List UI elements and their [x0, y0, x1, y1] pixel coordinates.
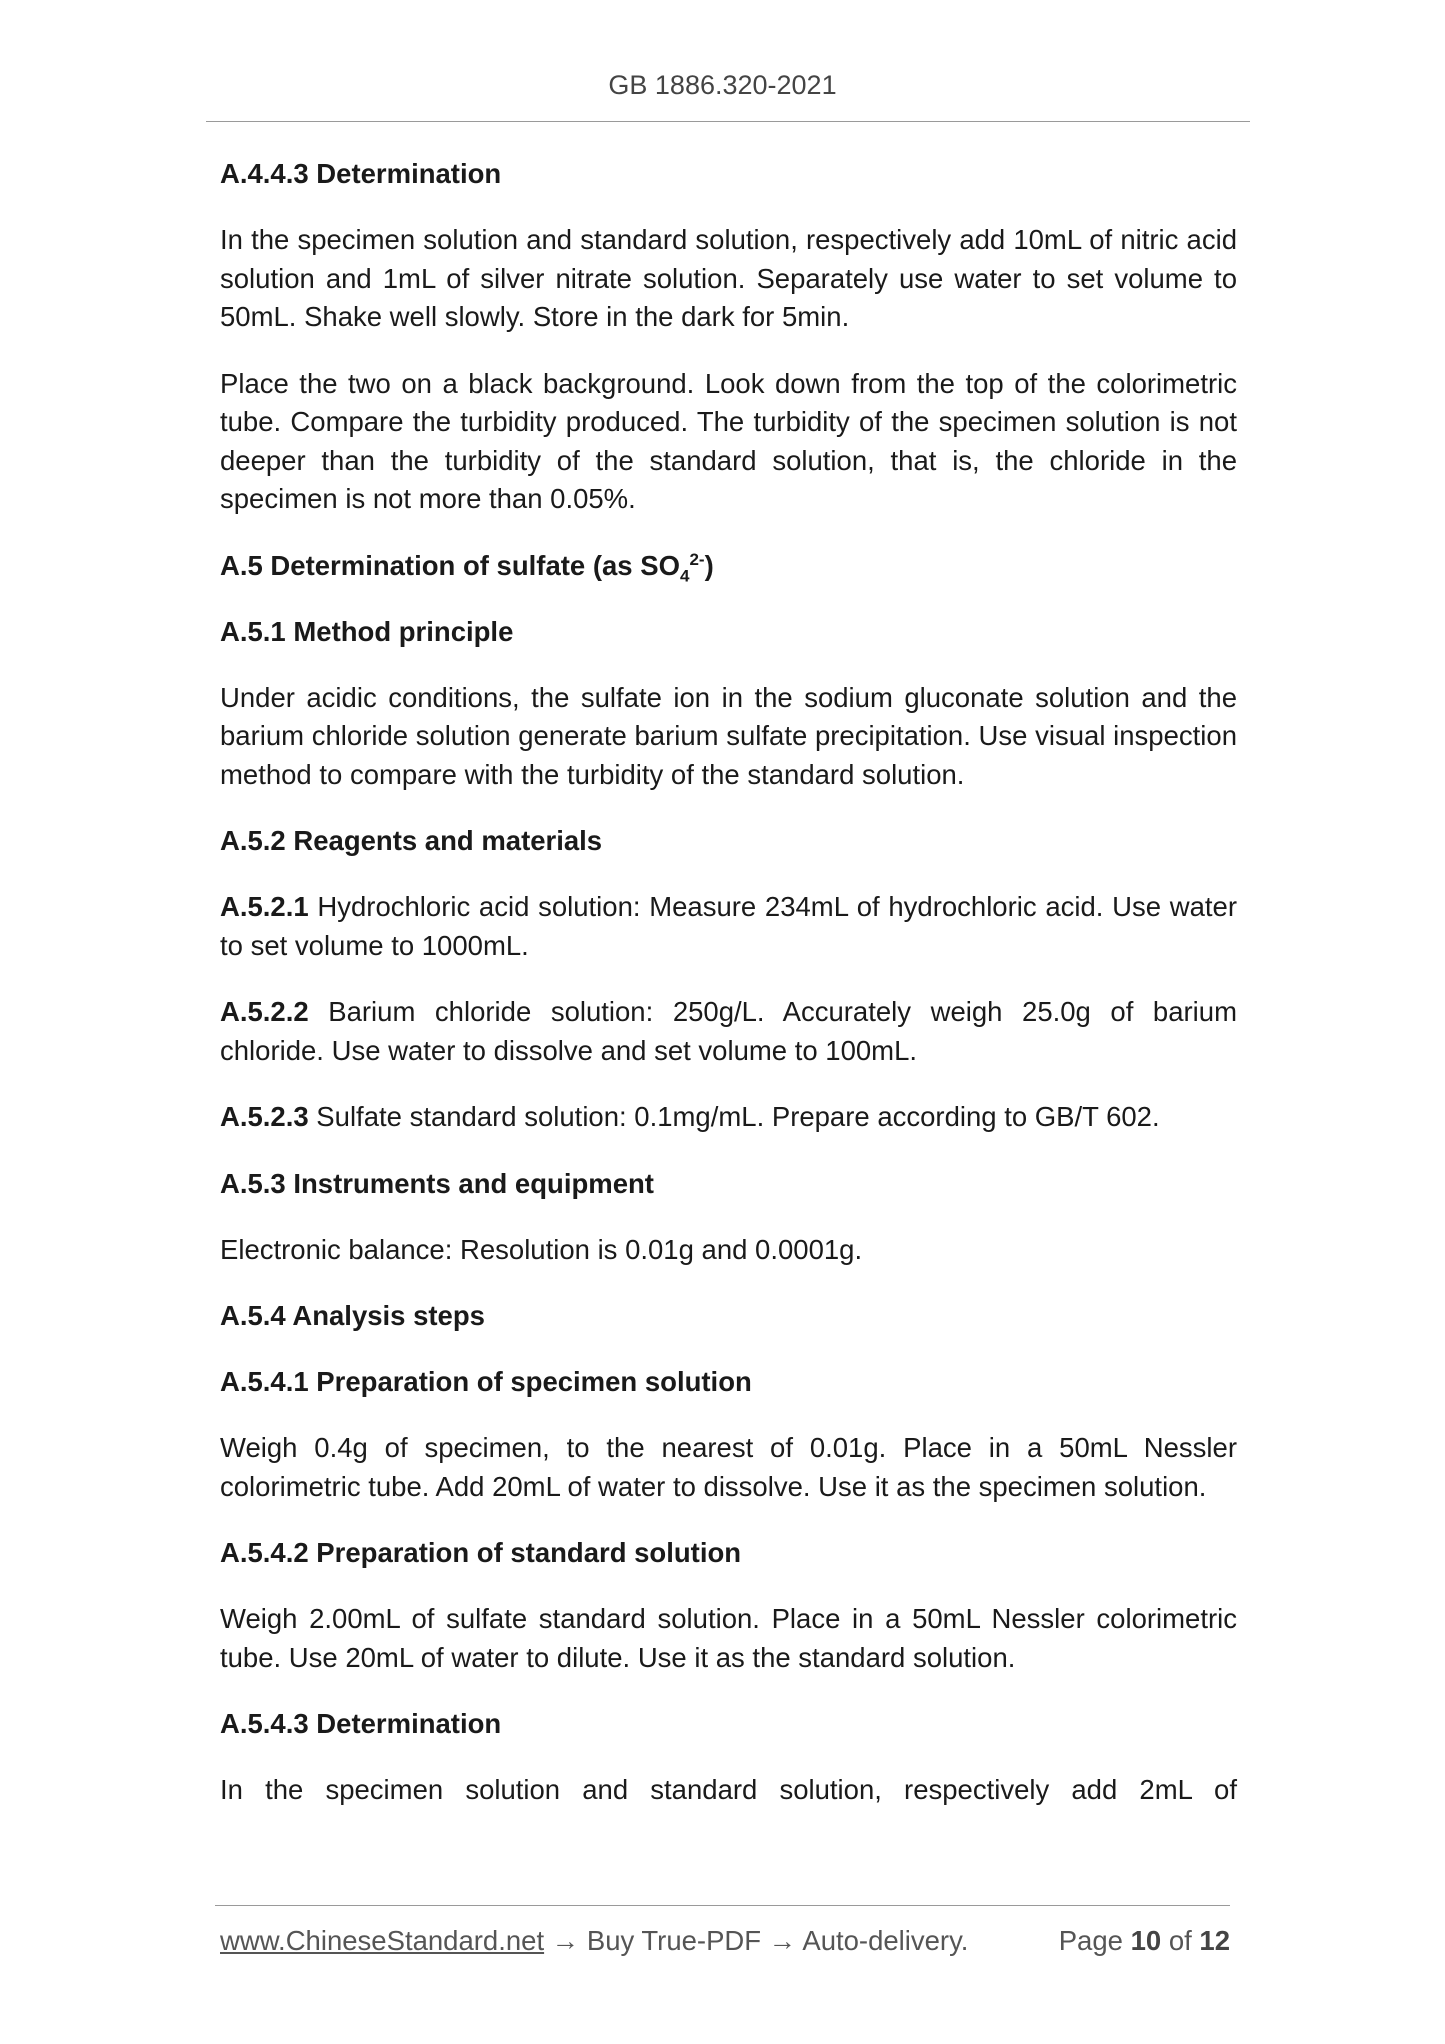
section-a523-label: A.5.2.3	[220, 1101, 309, 1132]
footer-divider	[215, 1905, 1230, 1906]
header-divider	[206, 121, 1250, 122]
section-a51-heading: A.5.1 Method principle	[220, 615, 514, 647]
page-header: GB 1886.320-2021	[608, 70, 837, 100]
section-a5-heading-close: )	[704, 549, 714, 581]
section-a443-paragraph-2: Place the two on a black background. Look down from the top of the colorimetric tube. Compare the turbidity produced. The turbidity of the specimen solution is not deeper than the turbidity of the standard solution, that is, the chloride in the specimen is not more than 0.05%.	[220, 367, 1237, 514]
section-a542-paragraph: Weigh 2.00mL of sulfate standard solution. Place in a 50mL Nessler colorimetric tube. Use 20mL of water to dilute. Use it as the standard solution.	[220, 1603, 1237, 1673]
section-a52-heading: A.5.2 Reagents and materials	[220, 825, 603, 856]
chinesestandard-link[interactable]: www.ChineseStandard.net	[220, 1925, 545, 1956]
section-a51-paragraph: Under acidic conditions, the sulfate ion in the sodium gluconate solution and the barium chloride solution generate barium sulfate precipitation. Use visual inspection method to compare with the turbidity of the standard solution.	[220, 681, 1237, 790]
page-content	[220, 155, 1237, 1838]
section-a542-heading: A.5.4.2 Preparation of standard solution	[220, 1537, 742, 1568]
section-a54-heading: A.5.4 Analysis steps	[220, 1300, 485, 1331]
section-a521-text: Hydrochloric acid solution: Measure 234mL of hydrochloric acid. Use water to set volume to 1000mL.	[220, 891, 1237, 961]
section-a543-paragraph: In the specimen solution and standard solution, respectively add 2mL of	[220, 1774, 1237, 1805]
section-a541-paragraph: Weigh 0.4g of specimen, to the nearest of 0.01g. Place in a 50mL Nessler colorimetric tube. Add 20mL of water to dissolve. Use it as the specimen solution.	[220, 1432, 1237, 1502]
section-a443-heading: A.4.4.3 Determination	[220, 158, 502, 189]
section-a53-paragraph: Electronic balance: Resolution is 0.01g and 0.0001g.	[220, 1233, 863, 1265]
section-a53-heading: A.5.3 Instruments and equipment	[220, 1167, 654, 1199]
section-a541-heading: A.5.4.1 Preparation of specimen solution	[220, 1366, 752, 1397]
section-a522-label: A.5.2.2	[220, 996, 309, 1027]
footer-promo-text: → Buy True-PDF → Auto-delivery.	[544, 1925, 969, 1956]
section-a523-text: Sulfate standard solution: 0.1mg/mL. Prepare according to GB/T 602.	[308, 1101, 1160, 1132]
section-a5-heading	[220, 547, 1237, 585]
section-a523-paragraph	[220, 1098, 1237, 1137]
section-a543-heading: A.5.4.3 Determination	[220, 1708, 502, 1739]
page-indicator	[1059, 1925, 1230, 1957]
sulfate-subscript: 4	[679, 566, 690, 585]
section-a521-paragraph	[220, 888, 1237, 965]
page-footer	[220, 1925, 1230, 1957]
section-a5-heading-text: A.5 Determination of sulfate (as SO	[220, 549, 680, 581]
section-a521-label: A.5.2.1	[220, 891, 309, 922]
section-a522-text: Barium chloride solution: 250g/L. Accurately weigh 25.0g of barium chloride. Use water to dissolve and set volume to 100mL.	[220, 996, 1237, 1066]
sulfate-superscript: 2-	[689, 549, 705, 569]
page-label: Page	[1058, 1925, 1123, 1956]
page-total: 12	[1199, 1925, 1230, 1956]
section-a522-paragraph	[220, 993, 1237, 1070]
section-a443-paragraph-1: In the specimen solution and standard solution, respectively add 10mL of nitric acid solution and 1mL of silver nitrate solution. Separately use water to set volume to 50mL. Shake well slowly. Store in the dark for 5min.	[220, 224, 1237, 332]
page-of: of	[1168, 1925, 1192, 1956]
page-current: 10	[1130, 1925, 1162, 1956]
